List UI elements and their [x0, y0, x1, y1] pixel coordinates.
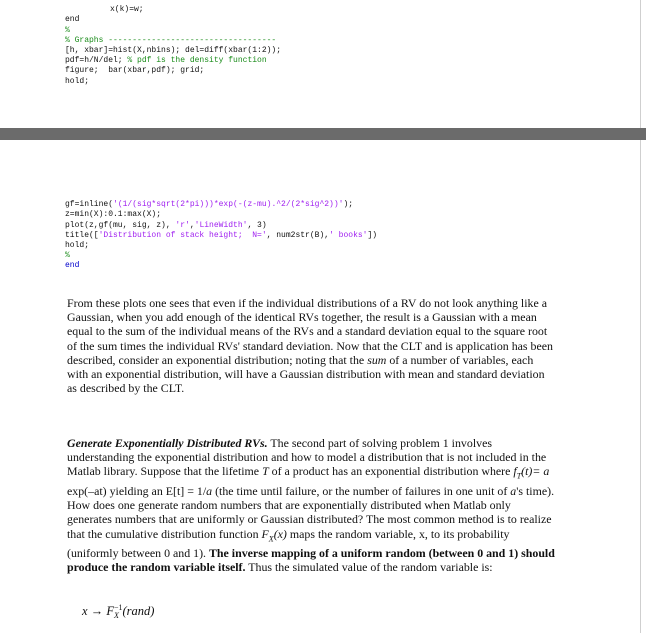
- code-line: pdf=h/N/del;: [65, 56, 128, 66]
- paragraph-text: The second part of solving problem 1 involves understanding the exponential distribution and how to model a distribution that is not included in the Matlab library. Suppose that the lifetime: [67, 436, 547, 479]
- code-line: hold;: [65, 76, 90, 86]
- formula-F: F: [106, 604, 114, 618]
- code-block-top: [65, 0, 281, 97]
- code-string: 'r': [175, 220, 190, 230]
- code-line: ,: [189, 220, 195, 230]
- paragraph-text: 's time). How does one generate random numbers that are exponentially distributed when Matlab only generates numbers that are uniformly or Gaussian distributed? The most common method is to realize that the cumulative distribution function: [67, 483, 555, 541]
- bold-statement: The inverse mapping of a uniform random (between 0 and 1) should produce the random variable itself.: [67, 546, 555, 575]
- variable-Fx: $F_X(x)$: [261, 526, 287, 543]
- code-line: figure; bar(xbar,pdf); grid;: [65, 66, 205, 76]
- paragraph-text: Thus the simulated value of the random variable is:: [248, 560, 493, 575]
- formula-arg: (rand): [122, 604, 155, 618]
- code-string: 'Distribution of stack height; N=': [98, 230, 267, 240]
- code-line: ]): [367, 230, 378, 240]
- code-comment: %: [65, 25, 70, 35]
- paragraph-text: of a number of variables, each with an exponential distribution, will have a Gaussian distribution with mean and standard deviation as described by the CLT.: [67, 352, 545, 396]
- code-comment: % Graphs -----------------------------------: [65, 35, 277, 45]
- code-comment: % pdf is the density function: [127, 56, 267, 66]
- code-keyword: end: [65, 261, 80, 271]
- paragraph-text: From these plots one sees that even if the individual distributions of a RV do not look anything like a Gaussian, when you add enough of the identical RVs together, the result is a Gaussian with a mean equal to the sum of the individual means of the RVs and a standard deviation equal to the square root of the sum times the individual RVs' standard deviation. Now that the CLT and is application has been described, consider an exponential distribution; noting that the: [67, 296, 553, 367]
- code-string: 'LineWidth': [194, 220, 248, 230]
- paragraph-text: maps the random variable, x, to its probability (uniformly between 0 and 1).: [67, 526, 510, 561]
- emphasis-sum: sum: [367, 352, 387, 367]
- code-comment: %: [65, 251, 70, 261]
- code-line: end: [65, 15, 80, 25]
- code-line: gf=inline(: [65, 200, 114, 210]
- section-heading: Generate Exponentially Distributed RVs.: [67, 436, 268, 450]
- formula-lhs: x: [82, 604, 88, 618]
- variable-a: a: [510, 483, 517, 498]
- code-line: [h, xbar]=hist(X,nbins); del=diff(xbar(1:2));: [65, 46, 282, 56]
- code-line: x(k)=w;: [110, 5, 144, 15]
- paragraph-text: yielding an E[t] = 1/: [109, 483, 207, 498]
- paragraph-text: of a product has an exponential distribution where: [271, 464, 511, 479]
- variable-T: T: [262, 464, 269, 479]
- code-line: );: [343, 200, 354, 210]
- code-line: title([: [65, 230, 99, 240]
- code-line: plot(z,gf(mu, sig, z),: [65, 220, 176, 230]
- paragraph-text: (the time until failure, or the number of failures in one unit of: [215, 483, 508, 498]
- code-line: z=min(X):0.1:max(X);: [65, 210, 162, 220]
- paragraph-clt: [67, 296, 557, 395]
- math-exp: exp(–at): [67, 483, 107, 498]
- code-line: , num2str(B),: [266, 230, 330, 240]
- page-divider: [0, 128, 646, 140]
- variable-a: a: [206, 483, 213, 498]
- formula-sub: X: [113, 611, 119, 621]
- variable-fT: $f_T(t)= a$: [513, 464, 550, 481]
- code-string: ' books': [329, 230, 368, 240]
- code-line: , 3): [247, 220, 267, 230]
- code-line: hold;: [65, 241, 90, 251]
- inverse-cdf-formula: [82, 604, 154, 620]
- paragraph-exponential: [67, 436, 557, 575]
- formula-sup: −1: [113, 603, 123, 613]
- code-string: '(1/(sig*sqrt(2*pi)))*exp(-(z-mu).^2/(2*sig^2))': [113, 200, 344, 210]
- arrow-symbol: →: [90, 604, 104, 618]
- previous-page: [0, 0, 641, 130]
- code-block-main: [65, 190, 377, 272]
